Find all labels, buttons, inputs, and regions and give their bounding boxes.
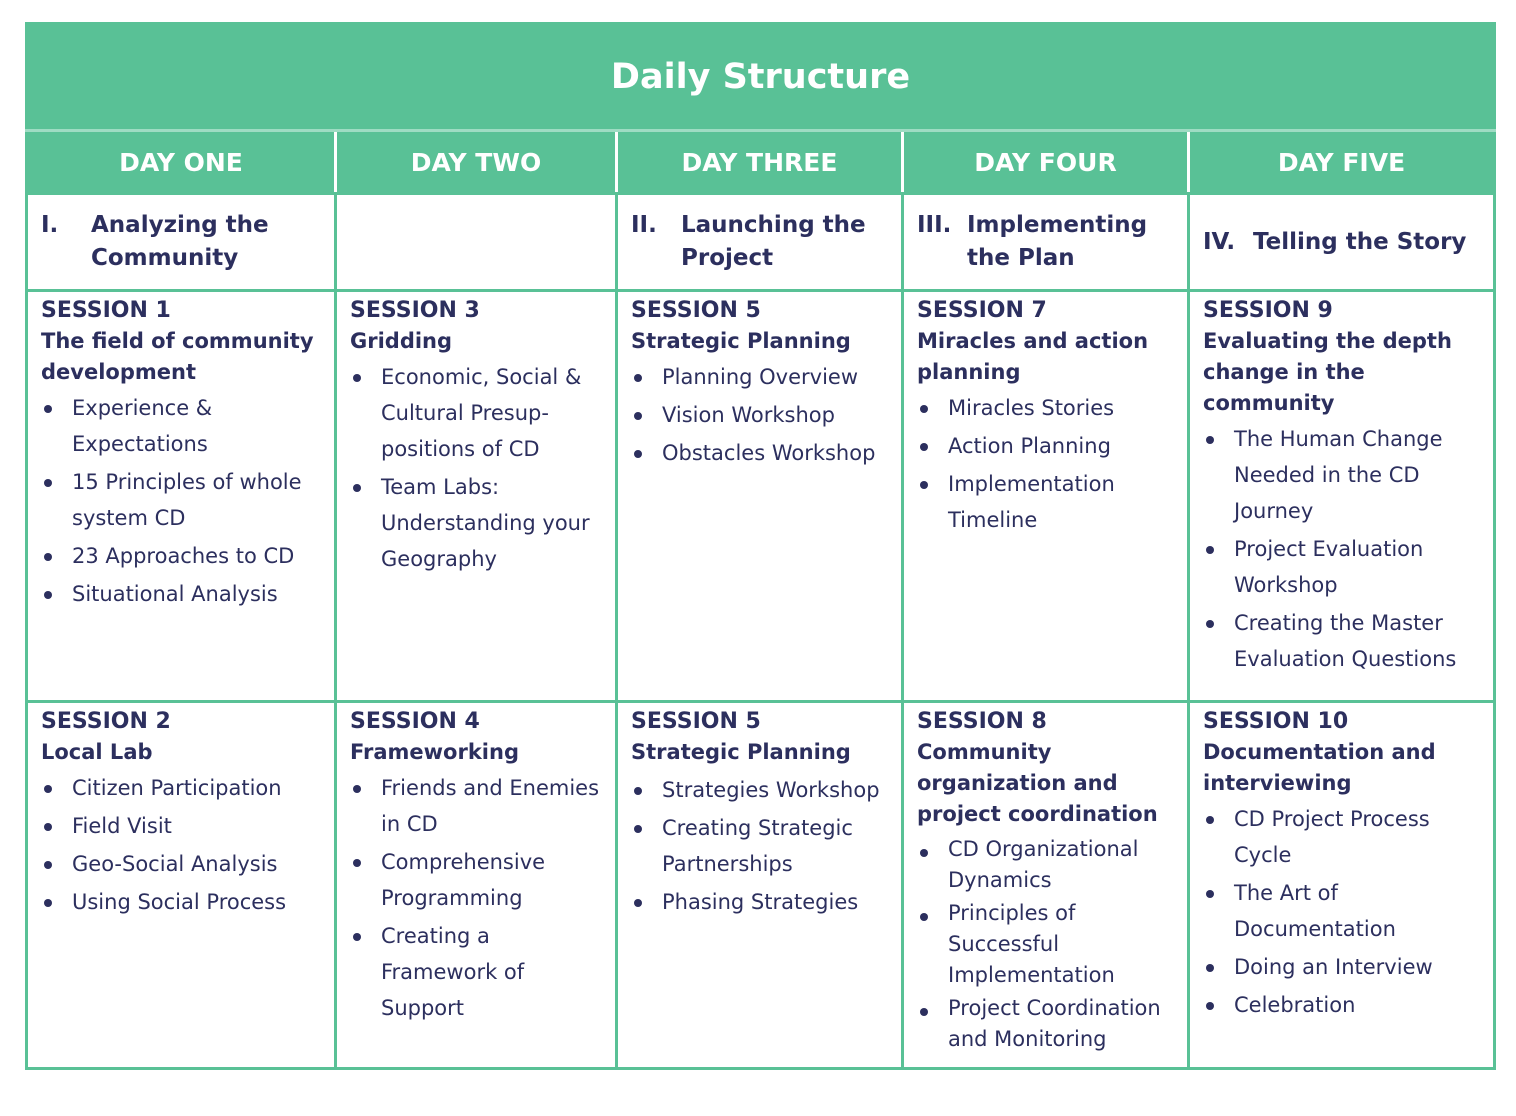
list-item: Geo-Social Analysis <box>41 846 324 882</box>
session-cell <box>27 291 336 702</box>
table-title: Daily Structure <box>27 24 1495 131</box>
session-label: SESSION 2 <box>41 709 171 734</box>
session-cell <box>617 702 903 1069</box>
session-cell <box>903 702 1189 1069</box>
session-title: Frameworking <box>350 740 519 764</box>
day-header: DAY THREE <box>617 131 903 194</box>
list-item: CD Organizational Dynamics <box>917 834 1177 896</box>
list-item: Creating Strategic Partnerships <box>631 810 891 882</box>
list-item: Celebration <box>1203 987 1483 1023</box>
phase-cell <box>1189 194 1495 291</box>
session-cell <box>1189 702 1495 1069</box>
phase-number: II. <box>631 212 657 238</box>
session-title: Documentation and interviewing <box>1203 740 1436 795</box>
list-item: Planning Overview <box>631 359 891 395</box>
session-label: SESSION 5 <box>631 709 761 734</box>
phase-label: Telling the Story <box>1253 228 1467 255</box>
list-item: Project Coordination and Monitoring <box>917 993 1177 1055</box>
session-title: Miracles and action planning <box>917 329 1149 384</box>
session-label: SESSION 5 <box>631 298 761 323</box>
session-title: Community organization and project coordination <box>917 740 1158 826</box>
session-topics <box>917 390 1177 538</box>
list-item: Team Labs: Understanding your Geography <box>350 469 605 577</box>
session-cell <box>617 291 903 702</box>
day-header: DAY ONE <box>27 131 336 194</box>
session-label: SESSION 1 <box>41 298 171 323</box>
session-cell <box>27 702 336 1069</box>
session-topics <box>631 359 891 471</box>
session-topics <box>1203 801 1483 1023</box>
list-item: Friends and Enemies in CD <box>350 770 605 842</box>
session-row <box>27 702 1495 1069</box>
session-cell <box>336 702 617 1069</box>
daily-structure-table <box>25 22 1496 1070</box>
list-item: Using Social Process <box>41 884 324 920</box>
session-row <box>27 291 1495 702</box>
list-item: CD Project Process Cycle <box>1203 801 1483 873</box>
list-item: The Human Change Needed in the CD Journey <box>1203 421 1483 529</box>
list-item: Implementation Timeline <box>917 466 1177 538</box>
list-item: Situational Analysis <box>41 576 324 612</box>
phase-label: Launching the Project <box>681 212 866 271</box>
list-item: Vision Workshop <box>631 397 891 433</box>
session-title: Strategic Planning <box>631 740 851 764</box>
phase-cell <box>27 194 336 291</box>
session-label: SESSION 3 <box>350 298 480 323</box>
session-label: SESSION 9 <box>1203 298 1333 323</box>
list-item: Phasing Strategies <box>631 884 891 920</box>
phase-number: IV. <box>1203 228 1236 255</box>
list-item: The Art of Documentation <box>1203 875 1483 947</box>
session-title: Local Lab <box>41 740 153 764</box>
list-item: Creating the Master Evaluation Questions <box>1203 605 1483 677</box>
day-header: DAY FIVE <box>1189 131 1495 194</box>
phase-label: Analyzing the Community <box>91 212 269 271</box>
list-item: Project Evaluation Workshop <box>1203 531 1483 603</box>
phase-cell-empty <box>336 194 617 291</box>
phase-cell <box>617 194 903 291</box>
list-item: Doing an Interview <box>1203 949 1483 985</box>
session-topics <box>41 770 324 920</box>
phase-label: Implementing the Plan <box>967 212 1148 271</box>
session-cell <box>903 291 1189 702</box>
session-label: SESSION 10 <box>1203 709 1349 734</box>
session-label: SESSION 4 <box>350 709 480 734</box>
session-cell <box>1189 291 1495 702</box>
list-item: Experience & Expectations <box>41 390 324 462</box>
session-cell <box>336 291 617 702</box>
session-title: The field of community development <box>41 329 314 384</box>
session-topics <box>350 770 605 1026</box>
list-item: 15 Principles of whole system CD <box>41 464 324 536</box>
day-header: DAY FOUR <box>903 131 1189 194</box>
session-topics <box>631 772 891 920</box>
list-item: Economic, Social & Cultural Presup-positions of CD <box>350 359 605 467</box>
session-topics <box>1203 421 1483 677</box>
day-header-row <box>27 131 1495 194</box>
phase-cell <box>903 194 1189 291</box>
list-item: Strategies Workshop <box>631 772 891 808</box>
session-title: Gridding <box>350 329 453 353</box>
day-header: DAY TWO <box>336 131 617 194</box>
list-item: Principles of Successful Implementation <box>917 898 1177 991</box>
session-label: SESSION 8 <box>917 709 1047 734</box>
list-item: 23 Approaches to CD <box>41 538 324 574</box>
list-item: Action Planning <box>917 428 1177 464</box>
phase-row <box>27 194 1495 291</box>
phase-number: I. <box>41 212 59 238</box>
session-topics <box>917 834 1177 1055</box>
session-topics <box>41 390 324 612</box>
list-item: Miracles Stories <box>917 390 1177 426</box>
list-item: Comprehensive Programming <box>350 844 605 916</box>
list-item: Field Visit <box>41 808 324 844</box>
list-item: Citizen Participation <box>41 770 324 806</box>
session-title: Strategic Planning <box>631 329 851 353</box>
phase-number: III. <box>917 212 952 238</box>
session-topics <box>350 359 605 577</box>
session-title: Evaluating the depth change in the community <box>1203 329 1452 415</box>
session-label: SESSION 7 <box>917 298 1047 323</box>
list-item: Creating a Framework of Support <box>350 918 605 1026</box>
list-item: Obstacles Workshop <box>631 435 891 471</box>
